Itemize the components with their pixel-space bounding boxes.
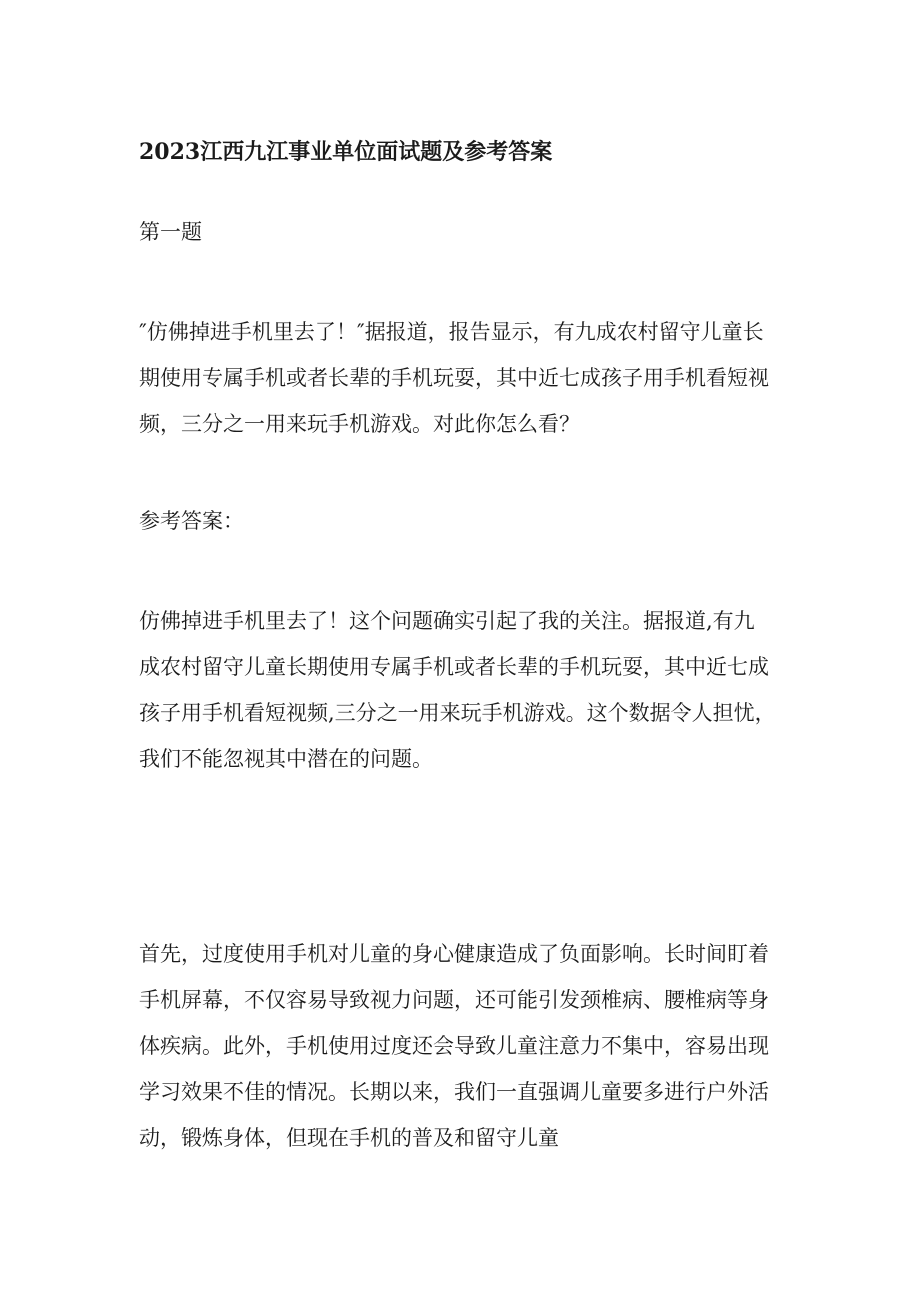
paragraph-line: 频，三分之一用来玩手机游戏。对此你怎么看？ xyxy=(139,412,580,436)
answer-heading: 参考答案： xyxy=(139,509,244,533)
answer-intro-paragraph xyxy=(139,598,799,782)
document-title: 2023江西九江事业单位面试题及参考答案 xyxy=(139,139,553,165)
section-heading: 第一题 xyxy=(139,220,202,244)
paragraph-line: 动，锻炼身体，但现在手机的普及和留守儿童 xyxy=(139,1126,559,1150)
paragraph-line: 成农村留守儿童长期使用专属手机或者长辈的手机玩耍，其中近七成 xyxy=(139,655,769,679)
paragraph-line: 手机屏幕，不仅容易导致视力问题，还可能引发颈椎病、腰椎病等身 xyxy=(139,988,769,1012)
paragraph-line: 体疾病。此外，手机使用过度还会导致儿童注意力不集中，容易出现 xyxy=(139,1034,769,1058)
paragraph-line: ″仿佛掉进手机里去了！″据报道，报告显示，有九成农村留守儿童长 xyxy=(139,320,764,344)
paragraph-line: 首先，过度使用手机对儿童的身心健康造成了负面影响。长时间盯着 xyxy=(139,942,769,966)
answer-point-paragraph xyxy=(139,931,799,1161)
paragraph-line: 我们不能忽视其中潜在的问题。 xyxy=(139,747,433,771)
paragraph-line: 学习效果不佳的情况。长期以来，我们一直强调儿童要多进行户外活 xyxy=(139,1080,769,1104)
paragraph-line: 仿佛掉进手机里去了！这个问题确实引起了我的关注。据报道,有九 xyxy=(139,609,755,633)
paragraph-line: 期使用专属手机或者长辈的手机玩耍，其中近七成孩子用手机看短视 xyxy=(139,366,769,390)
paragraph-line: 孩子用手机看短视频,三分之一用来玩手机游戏。这个数据令人担忧， xyxy=(139,701,776,725)
question-paragraph xyxy=(139,309,799,447)
